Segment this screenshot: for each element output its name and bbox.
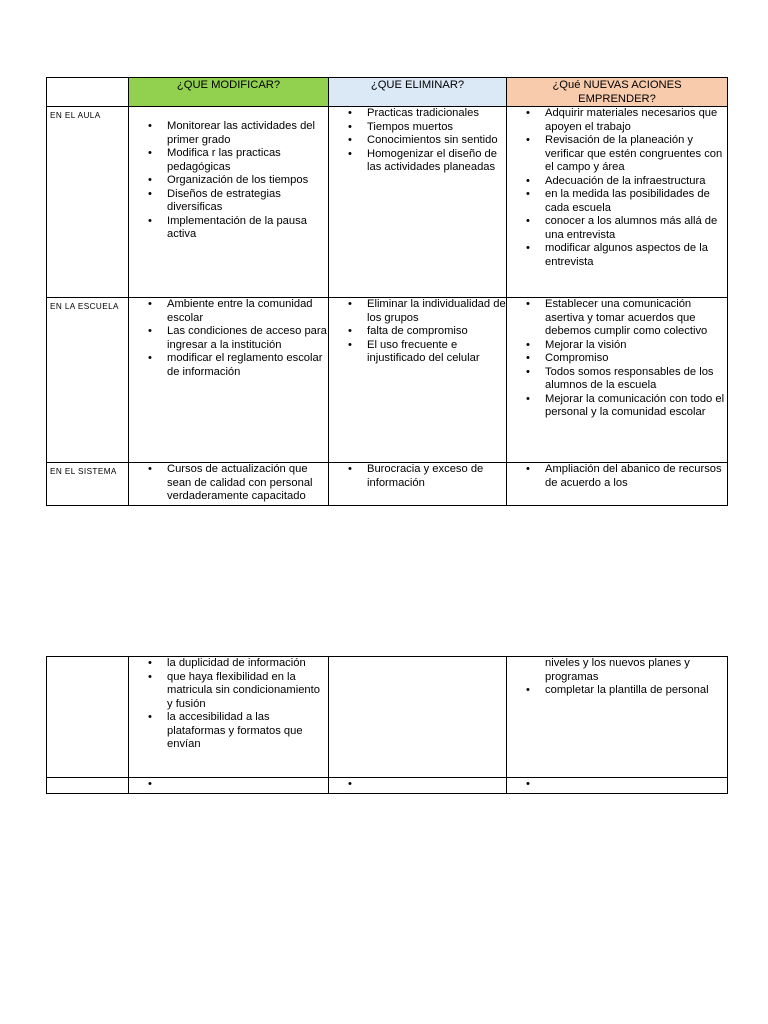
continued-text: niveles y los nuevos planes y programas	[545, 657, 690, 683]
list-item: • Todos somos responsables de los alumnos de la escuela	[545, 366, 727, 393]
cell-escuela-modificar	[129, 298, 329, 463]
list-item: • Mejorar la comunicación con todo el personal y la comunidad escolar	[545, 393, 727, 420]
list-item: • Adquirir materiales necesarios que apoyen el trabajo	[545, 107, 727, 134]
list-item: • Revisación de la planeación y verificar que estén congruentes con el campo y área	[545, 134, 727, 175]
list-item: • Establecer una comunicación asertiva y tomar acuerdos que debemos cumplir como colectivo	[545, 298, 727, 339]
header-que-eliminar: ¿QUE ELIMINAR?	[329, 78, 507, 107]
list-item: • Ambiente entre la comunidad escolar	[167, 298, 328, 325]
cell-sistema-nuevas	[507, 463, 728, 506]
planning-table-page-2	[46, 656, 728, 794]
list-item: • Compromiso	[545, 352, 727, 366]
list-item: • Practicas tradicionales	[367, 107, 506, 121]
cell-aula-modificar	[129, 107, 329, 298]
cell-sistema-modificar	[129, 463, 329, 506]
list-item: • modificar el reglamento escolar de información	[167, 352, 328, 379]
list-item: • Cursos de actualización que sean de calidad con personal verdaderamente capacitado	[167, 463, 328, 504]
header-nuevas-acciones: ¿Qué NUEVAS ACIONES EMPRENDER?	[507, 78, 728, 107]
table-row-en-la-escuela	[47, 298, 728, 463]
cell-aula-nuevas	[507, 107, 728, 298]
table-row-continuation	[47, 657, 728, 778]
list-item: • en la medida las posibilidades de cada escuela	[545, 188, 727, 215]
list-item: • Ampliación del abanico de recursos de acuerdo a los	[545, 463, 727, 490]
list-item: • Adecuación de la infraestructura	[545, 175, 727, 189]
table-row-en-el-aula	[47, 107, 728, 298]
header-que-modificar: ¿QUE MODIFICAR?	[129, 78, 329, 107]
row-label-en-el-sistema: EN EL SISTEMA	[47, 463, 129, 506]
list-item: • Organización de los tiempos	[167, 174, 328, 188]
cell-empty-nuevas	[507, 778, 728, 794]
list-item: • El uso frecuente e injustificado del celular	[367, 339, 506, 366]
list-item: • Tiempos muertos	[367, 121, 506, 135]
list-item: • que haya flexibilidad en la matricula sin condicionamiento y fusión	[167, 671, 328, 712]
cell-empty-eliminar	[329, 778, 507, 794]
list-item: • completar la plantilla de personal	[545, 684, 727, 698]
list-item: • Eliminar la individualidad de los grupos	[367, 298, 506, 325]
list-item: • la duplicidad de información	[167, 657, 328, 671]
cell-aula-eliminar	[329, 107, 507, 298]
list-item: • Mejorar la visión	[545, 339, 727, 353]
cell-cont-modificar	[129, 657, 329, 778]
list-item: • Modifica r las practicas pedagógicas	[167, 147, 328, 174]
list-item: • falta de compromiso	[367, 325, 506, 339]
planning-table-page-1	[46, 77, 728, 506]
cell-sistema-eliminar	[329, 463, 507, 506]
row-label-en-la-escuela: EN LA ESCUELA	[47, 298, 129, 463]
list-item: • modificar algunos aspectos de la entrevista	[545, 242, 727, 269]
list-item: • Implementación de la pausa activa	[167, 215, 328, 242]
list-item: • conocer a los alumnos más allá de una entrevista	[545, 215, 727, 242]
corner-cell	[47, 78, 129, 107]
cell-cont-nuevas	[507, 657, 728, 778]
row-label-empty	[47, 657, 129, 778]
row-label-en-el-aula: EN EL AULA	[47, 107, 129, 298]
list-item: • Monitorear las actividades del primer grado	[167, 120, 328, 147]
cell-empty-modificar	[129, 778, 329, 794]
row-label-empty	[47, 778, 129, 794]
table-row-en-el-sistema	[47, 463, 728, 506]
cell-cont-eliminar	[329, 657, 507, 778]
header-row	[47, 78, 728, 107]
list-item: • Burocracia y exceso de información	[367, 463, 506, 490]
list-item: • Diseños de estrategias diversificas	[167, 188, 328, 215]
cell-escuela-nuevas	[507, 298, 728, 463]
list-item: • Homogenizar el diseño de las actividades planeadas	[367, 148, 506, 175]
list-item: • Las condiciones de acceso para ingresar a la institución	[167, 325, 328, 352]
list-item: • Conocimientos sin sentido	[367, 134, 506, 148]
table-row-empty	[47, 778, 728, 794]
list-item: • la accesibilidad a las plataformas y formatos que envían	[167, 711, 328, 752]
cell-escuela-eliminar	[329, 298, 507, 463]
